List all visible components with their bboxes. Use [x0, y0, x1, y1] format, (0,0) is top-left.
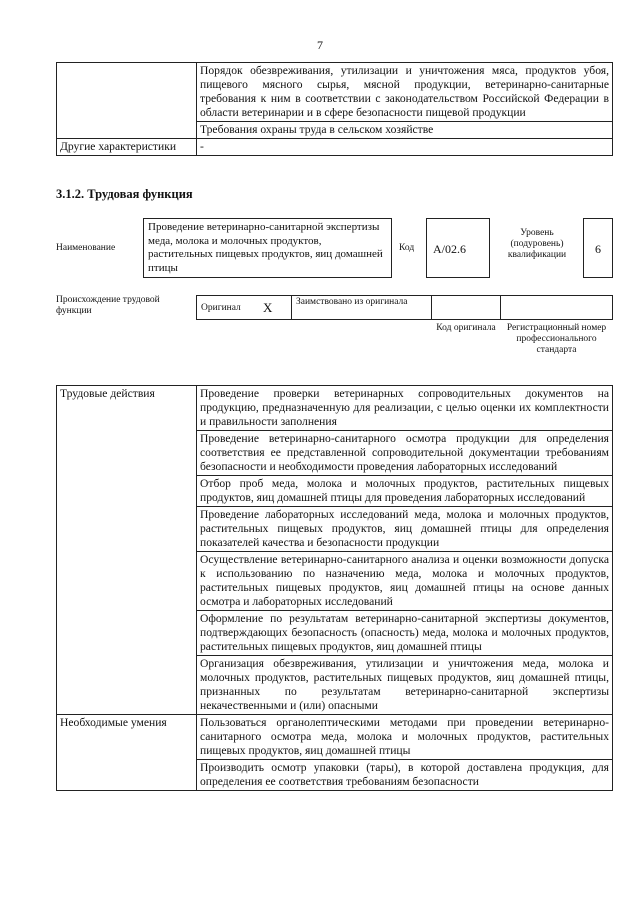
- code-caption: Код оригинала: [436, 323, 496, 333]
- top-table-empty-cell: [57, 63, 197, 139]
- reg-caption: Регистрационный номер профессионального стандарта: [506, 323, 607, 355]
- labor-action-item: Отбор проб меда, молока и молочных продуктов, растительных пищевых продуктов, яиц домашней птицы для проведения лабораторных исследований: [197, 475, 612, 506]
- page-number: 7: [317, 38, 323, 52]
- labor-action-item: Проведение лабораторных исследований меда, молока и молочных продуктов, растительных пищевых продуктов, яиц домашней птицы для определения показателей качества и безопасности продукции: [197, 506, 612, 551]
- original-mark: X: [263, 300, 273, 315]
- skills-label: Необходимые умения: [57, 715, 197, 791]
- labor-actions-label: Трудовые действия: [57, 386, 197, 715]
- labor-action-item: Проведение ветеринарно-санитарного осмотра продукции для определения соответствия ее представленной сопроводительной документации требованиям безопасности и необходимости проведения лабораторных исследований: [197, 430, 612, 475]
- function-name: Проведение ветеринарно-санитарной экспертизы меда, молока и молочных продуктов, растительных пищевых продуктов, яиц домашней птицы: [148, 221, 383, 274]
- origin-label: Происхождение трудовой функции: [56, 295, 160, 316]
- requirement-text: Порядок обезвреживания, утилизации и уничтожения мяса, продуктов убоя, пищевого мясного сырья, мясной продукции, ветеринарно-санитарные требования к ним в соответствии с законодательством Российской Федерации в области ветеринарии и в сфере безопасности пищевой продукции: [200, 64, 609, 119]
- original-label: Оригинал: [201, 303, 241, 313]
- borrowed-label: Заимствовано из оригинала: [296, 297, 408, 307]
- section-heading: 3.1.2. Трудовая функция: [56, 187, 193, 201]
- other-characteristics-value: -: [197, 139, 613, 156]
- skill-item: Пользоваться органолептическими методами при проведении ветеринарно-санитарного осмотра меда, молока и молочных продуктов, растительных пищевых продуктов, яиц домашней птицы: [200, 716, 609, 757]
- name-value-box: [143, 218, 392, 278]
- labor-action-item: Организация обезвреживания, утилизации и уничтожения меда, молока и молочных продуктов, растительных пищевых продуктов, яиц домашней птицы, признанных по результатам ветеринарно-санитарной экспертизы некачественными и (или) опасными: [197, 655, 612, 714]
- function-code: А/02.6: [433, 242, 466, 256]
- name-label: Наименование: [56, 243, 116, 253]
- labor-actions-cell: [197, 386, 613, 715]
- other-characteristics-label: Другие характеристики: [57, 139, 197, 156]
- main-table: [56, 385, 613, 791]
- skills-cell: [197, 715, 613, 791]
- labor-action-item: Проведение проверки ветеринарных сопроводительных документов на продукцию, предназначенную для реализации, с целью оценки их комплектности и правильности заполнения: [200, 387, 609, 428]
- level-value: 6: [595, 242, 601, 256]
- level-label: Уровень (подуровень) квалификации: [507, 228, 567, 260]
- origin-borrowed-cell: [291, 295, 432, 320]
- origin-original-cell: [196, 295, 292, 320]
- code-label: Код: [399, 243, 415, 253]
- labor-action-item: Осуществление ветеринарно-санитарного анализа и оценки возможности допуска к использованию по назначению меда, молока и молочных продуктов, растительных пищевых продуктов, яиц домашней птицы на основе данных осмотра и лабораторных исследований: [197, 551, 612, 610]
- top-table: [56, 62, 613, 156]
- requirement-text: Требования охраны труда в сельском хозяйстве: [197, 121, 612, 138]
- level-value-box: [583, 218, 613, 278]
- code-value-box: [426, 218, 490, 278]
- origin-reg-cell: [500, 295, 613, 320]
- labor-action-item: Оформление по результатам ветеринарно-санитарной экспертизы документов, подтверждающих безопасность (опасность) меда, молока и молочных продуктов, растительных пищевых продуктов, яиц домашней птицы: [197, 610, 612, 655]
- top-table-cell: [197, 63, 613, 139]
- origin-code-cell: [431, 295, 501, 320]
- skill-item: Производить осмотр упаковки (тары), в которой доставлена продукция, для определения ее соответствия требованиям безопасности: [197, 759, 612, 790]
